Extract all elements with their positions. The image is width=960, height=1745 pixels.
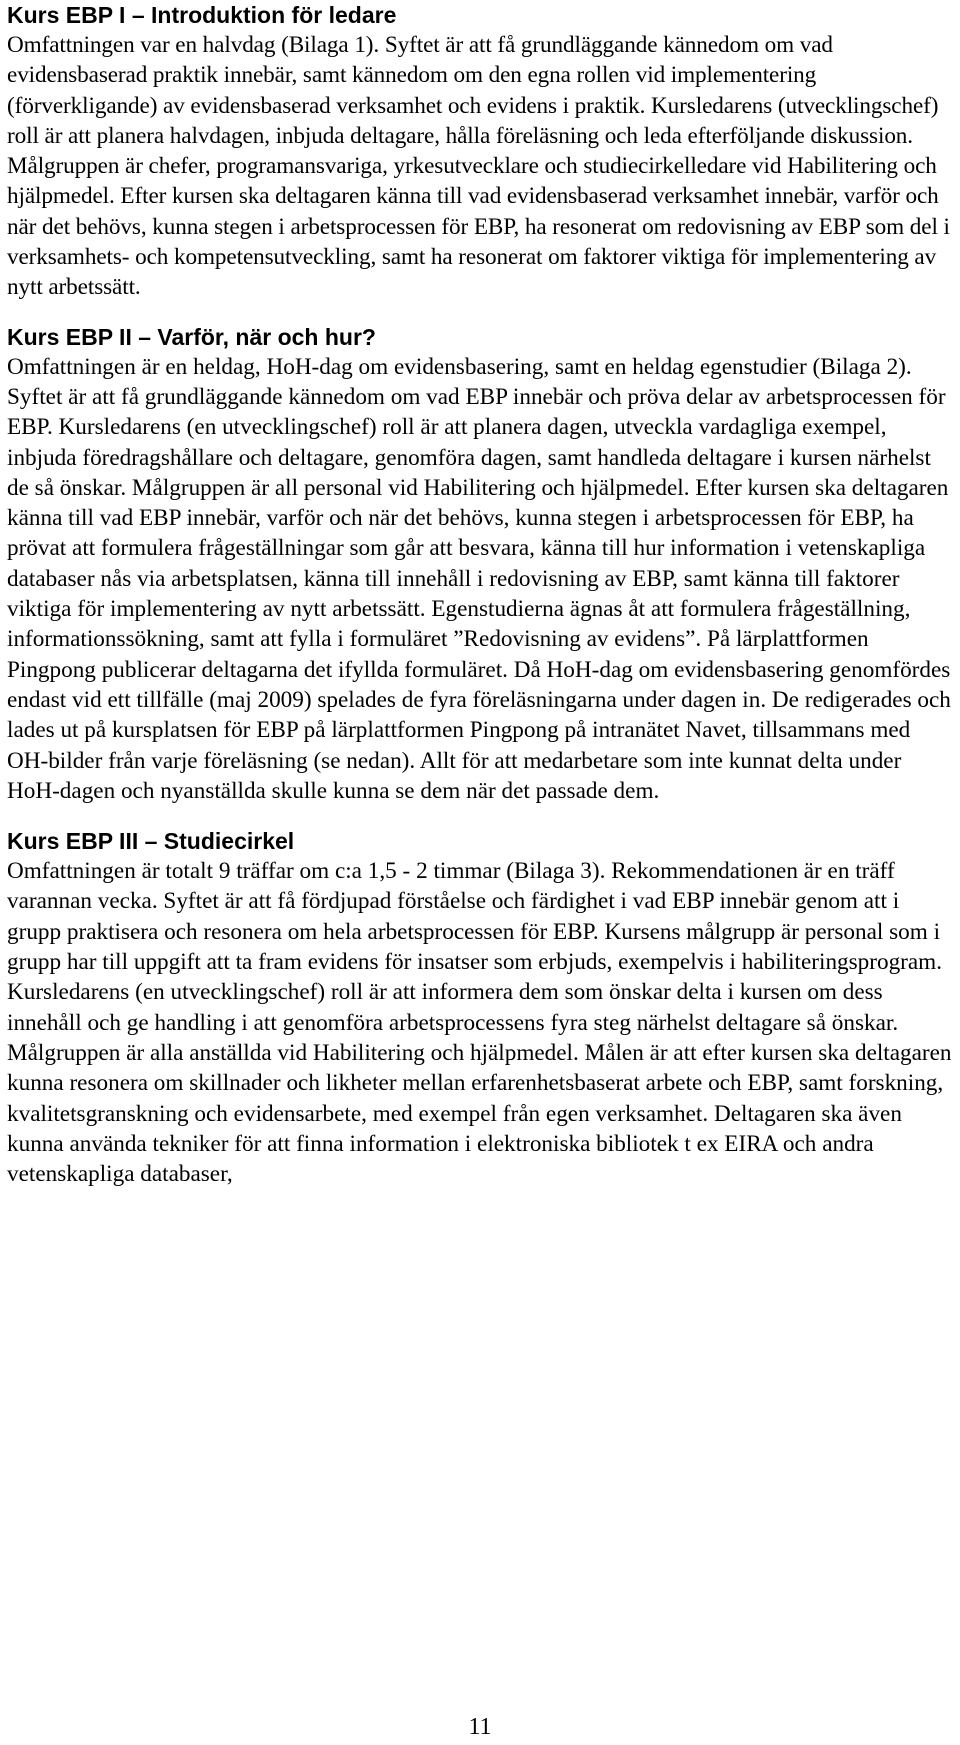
section-paragraph: Omfattningen var en halvdag (Bilaga 1). Syftet är att få grundläggande kännedom om vad evidensbaserad praktik innebär, samt kännedom om den egna rollen vid implementering (förverkligande) av evidensbaserad verksamhet och evidens i praktik. Kursledarens (utvecklingschef) roll är att planera halvdagen, inbjuda deltagare, hålla föreläsning och leda efterföljande diskussion. Målgruppen är chefer, programansvariga, yrkesutvecklare och studiecirkelledare vid Habilitering och hjälpmedel. Efter kursen ska deltagaren känna till vad evidensbaserad verksamhet innebär, varför och när det behövs, kunna stegen i arbetsprocessen för EBP, ha resonerat om redovisning av EBP som del i verksamhets- och kompetensutveckling, samt ha resonerat om faktorer viktiga för implementering av nytt arbetssätt.: [7, 32, 950, 301]
section-heading: Kurs EBP I – Introduktion för ledare: [7, 2, 397, 28]
section-ebp-1: [7, 0, 953, 303]
section-ebp-2: [7, 322, 953, 806]
section-ebp-3: [7, 826, 953, 1189]
section-heading: Kurs EBP III – Studiecirkel: [7, 828, 295, 855]
section-paragraph: Omfattningen är totalt 9 träffar om c:a 1,5 - 2 timmar (Bilaga 3). Rekommendationen är en träff varannan vecka. Syftet är att få fördjupad förståelse och färdighet i vad EBP innebär genom att i grupp praktisera och resonera om hela arbetsprocessen för EBP. Kursens målgrupp är personal som i grupp har till uppgift att ta fram evidens för insatser som erbjuds, exempelvis i habiliteringsprogram. Kursledarens (en utvecklingschef) roll är att informera dem som önskar delta i kursen om dess innehåll och ge handling i att genomföra arbetsprocessens fyra steg närhelst deltagare så önskar. Målgruppen är alla anställda vid Habilitering och hjälpmedel. Målen är att efter kursen ska deltagaren kunna resonera om skillnader och likheter mellan erfarenhetsbaserat arbete och EBP, samt forskning, kvalitetsgranskning och evidensarbete, med exempel från egen verksamhet. Deltagaren ska även kunna använda tekniker för att finna information i elektroniska bibliotek t ex EIRA och andra vetenskapliga databaser,: [7, 858, 952, 1188]
document-page: [7, 0, 953, 1189]
section-paragraph: Omfattningen är en heldag, HoH-dag om evidensbasering, samt en heldag egenstudier (Bilaga 2). Syftet är att få grundläggande kännedom om vad EBP innebär och pröva delar av arbetsprocessen för EBP. Kursledarens (en utvecklingschef) roll är att planera dagen, utveckla vardagliga exempel, inbjuda föredragshållare och deltagare, genomföra dagen, samt handleda deltagare i kursen närhelst de så önskar. Målgruppen är all personal vid Habilitering och hjälpmedel. Efter kursen ska deltagaren känna till vad EBP innebär, varför och när det behövs, kunna stegen i arbetsprocessen för EBP, ha prövat att formulera frågeställningar som går att besvara, känna till hur information i vetenskapliga databaser nås via arbetsplatsen, känna till innehåll i redovisning av EBP, samt känna till faktorer viktiga för implementering av nytt arbetssätt. Egenstudierna ägnas åt att formulera frågeställning, informationssökning, samt att fylla i formuläret ”Redovisning av evidens”. På lärplattformen Pingpong publicerar deltagarna det ifyllda formuläret. Då HoH-dag om evidensbasering genomfördes endast vid ett tillfälle (maj 2009) spelades de fyra föreläsningarna under dagen in. De redigerades och lades ut på kursplatsen för EBP på lärplattformen Pingpong på intranätet Navet, tillsammans med OH-bilder från varje föreläsning (se nedan). Allt för att medarbetare som inte kunnat delta under HoH-dagen och nyanställda skulle kunna se dem när det passade dem.: [7, 353, 951, 804]
page-number: 11: [468, 1714, 492, 1740]
section-heading: Kurs EBP II – Varför, när och hur?: [7, 323, 376, 350]
